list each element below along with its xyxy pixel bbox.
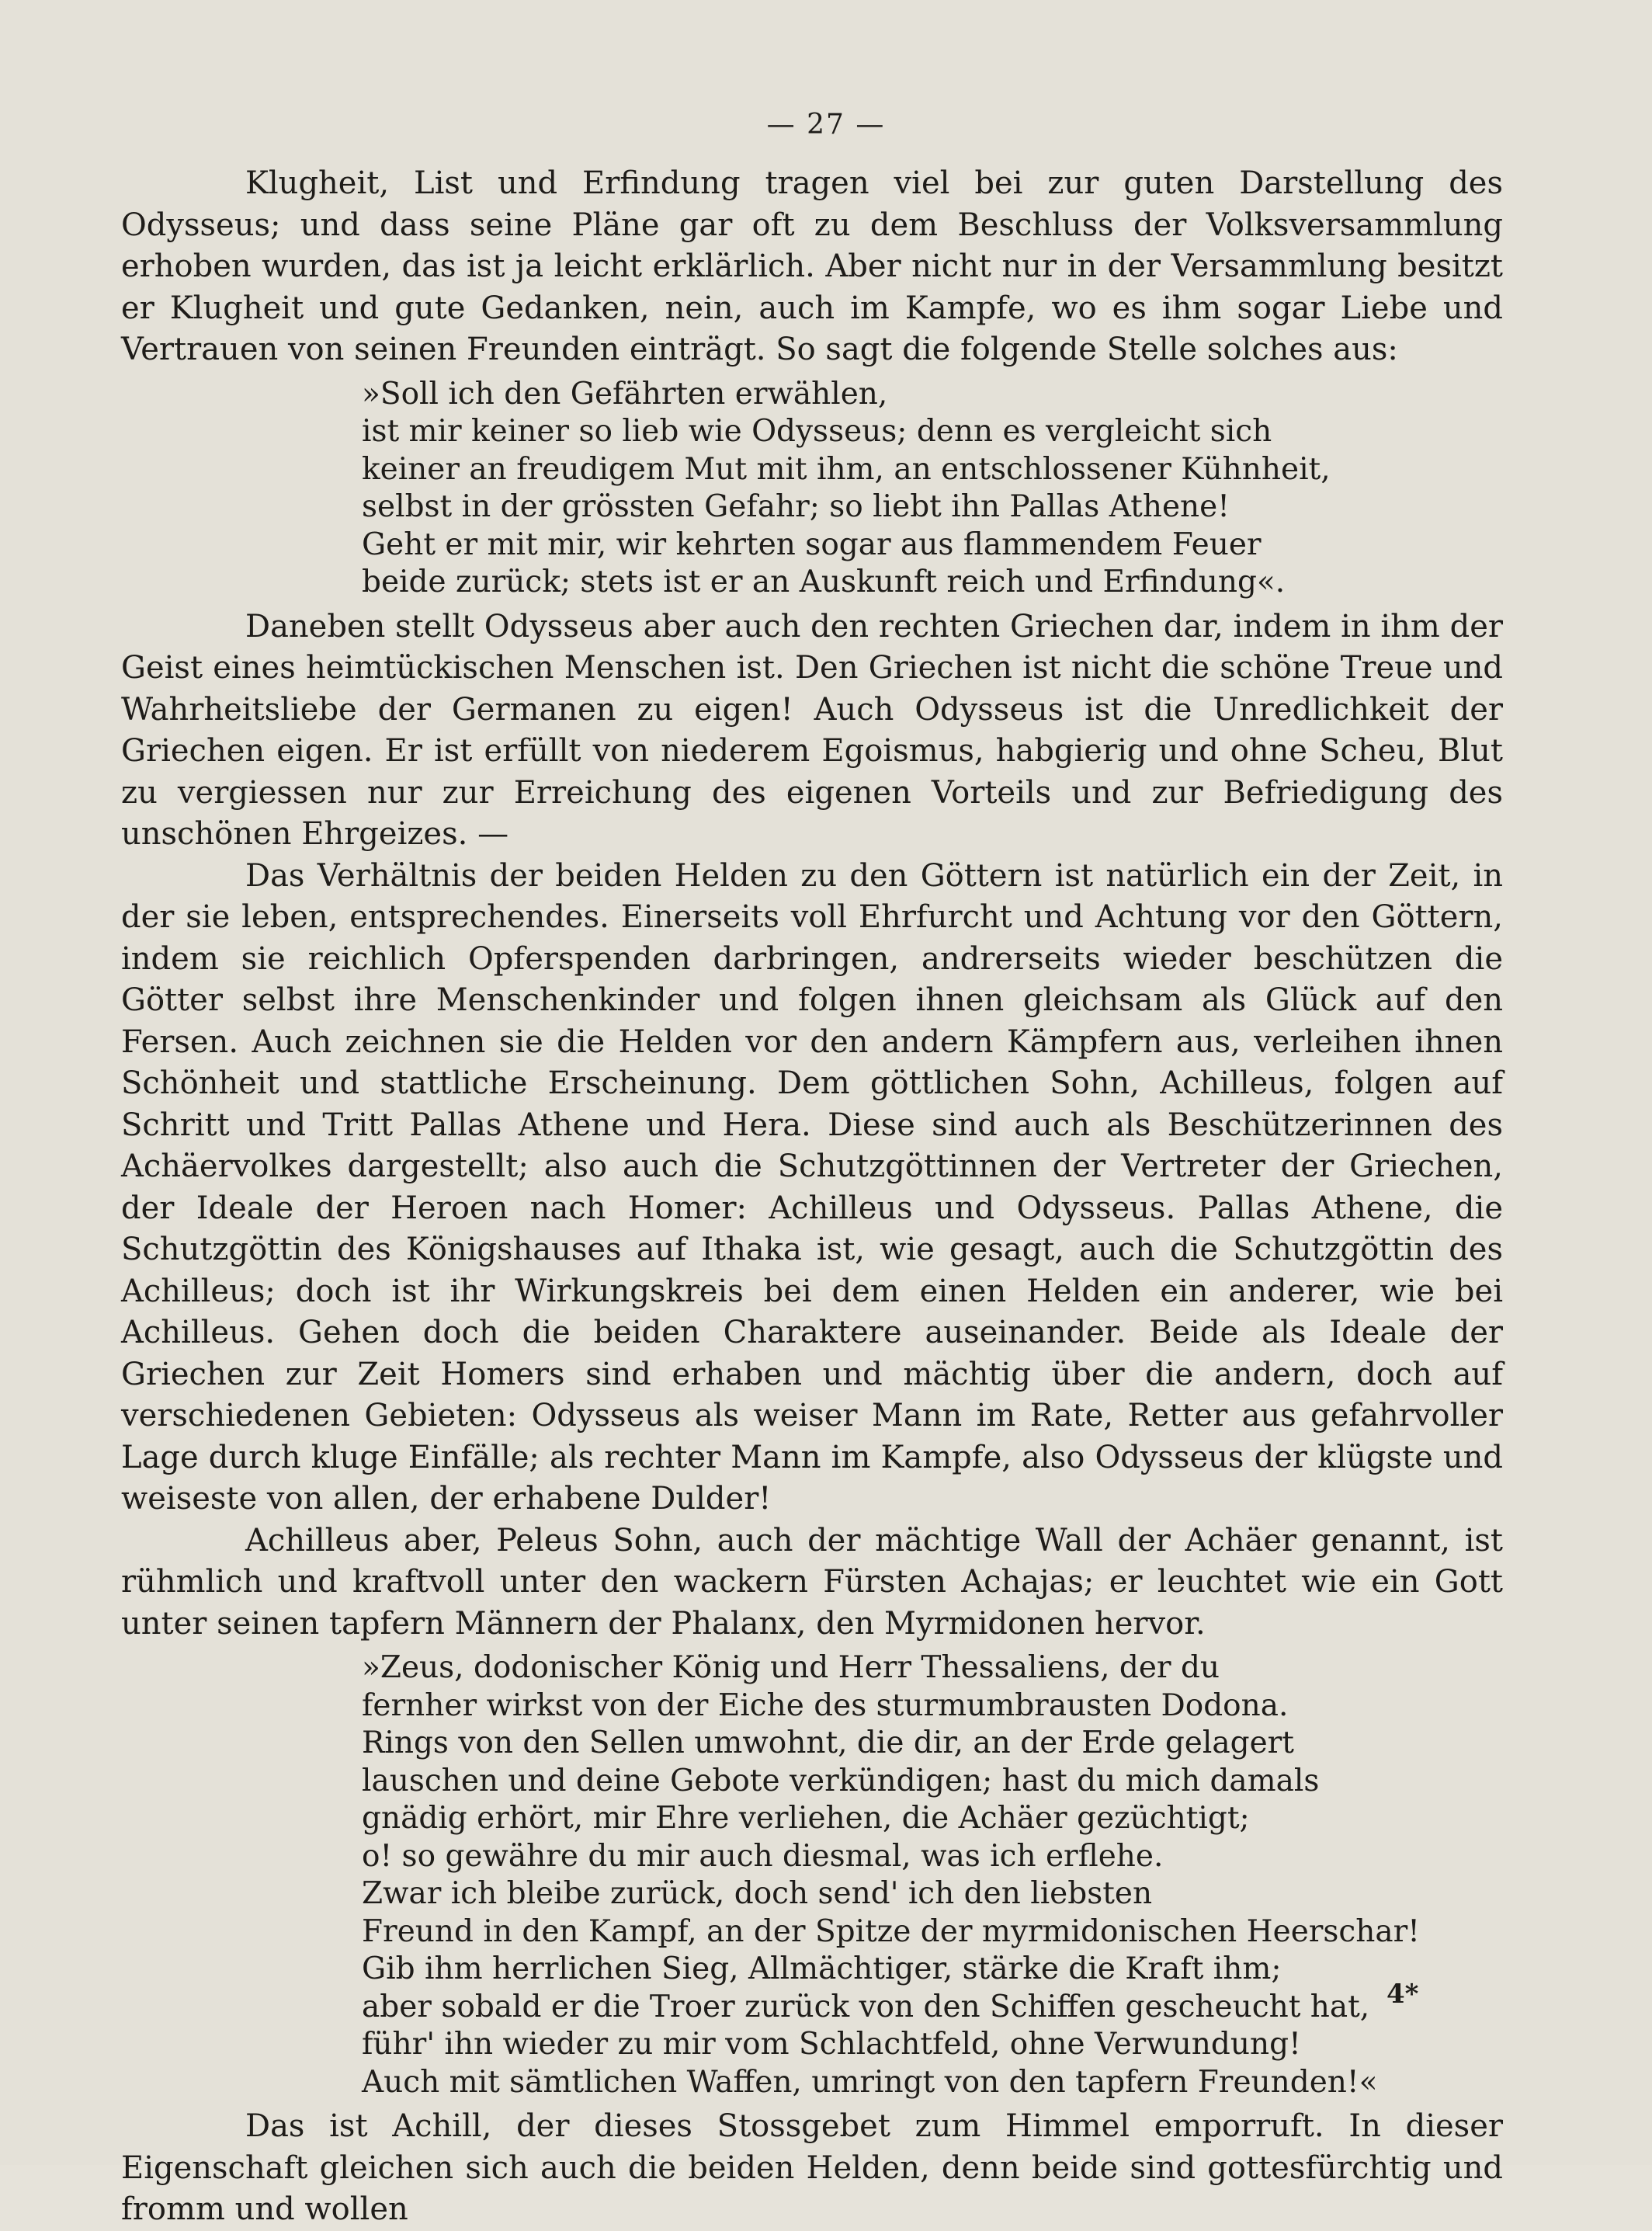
- verse-line: beide zurück; stets ist er an Auskunft reich und Erfindung«.: [362, 565, 1286, 599]
- paragraph-daneben: Daneben stellt Odysseus aber auch den rechten Griechen dar, indem in ihm der Geist eines heimtückischen Menschen ist. Den Griechen ist nicht die schöne Treue und Wahrheitsliebe der Germanen zu eigen! Auch Odysseus ist die Unredlichkeit der Griechen eigen. Er ist erfüllt von niederem Egoismus, habgierig und ohne Scheu, Blut zu vergiessen nur zur Erreichung des eigenen Vorteils und zur Befriedigung des unschönen Ehrgeizes. —: [121, 608, 1503, 852]
- paragraph-verhaeltnis: Das Verhältnis der beiden Helden zu den Göttern ist natürlich ein der Zeit, in der sie leben, entsprechendes. Einerseits voll Ehrfurcht und Achtung vor den Göttern, indem sie reichlich Opferspenden darbringen, andrerseits wieder beschützen die Götter selbst ihre Menschenkinder und folgen ihnen gleichsam als Glück auf den Fersen. Auch zeichnen sie die Helden vor den andern Kämpfern aus, verleihen ihnen Schönheit und stattliche Erscheinung. Dem göttlichen Sohn, Achilleus, folgen auf Schritt und Tritt Pallas Athene und Hera. Diese sind auch als Beschützerinnen des Achäervolkes dargestellt; also auch die Schutzgöttinnen der Vertreter der Griechen, der Ideale der Heroen nach Homer: Achilleus und Odysseus. Pallas Athene, die Schutzgöttin des Königshauses auf Ithaka ist, wie gesagt, auch die Schutzgöttin des Achilleus; doch ist ihr Wirkungskreis bei dem einen Helden ein anderer, wie bei Achilleus. Gehen doch die beiden Charaktere auseinander. Beide als Ideale der Griechen zur Zeit Homers sind erhaben und mächtig über die andern, doch auf verschiedenen Gebieten: Odysseus als weiser Mann im Rate, Retter aus gefahrvoller Lage durch kluge Einfälle; als rechter Mann im Kampfe, also Odysseus der klügste und weiseste von allen, der erhabene Dulder!: [121, 857, 1503, 1517]
- verse-line: keiner an freudigem Mut mit ihm, an entschlossener Kühnheit,: [362, 451, 1331, 487]
- verse-line: Freund in den Kampf, an der Spitze der myrmidonischen Heerschar!: [362, 1913, 1420, 1949]
- verse-line: o! so gewähre du mir auch diesmal, was ich erflehe.: [362, 1838, 1164, 1874]
- verse-line: selbst in der grössten Gefahr; so liebt ihn Pallas Athene!: [362, 489, 1230, 524]
- verse-quote-zeus: [362, 1649, 1503, 2101]
- signature-mark: 4*: [1386, 1979, 1419, 2010]
- verse-line: Gib ihm herrlichen Sieg, Allmächtiger, stärke die Kraft ihm;: [362, 1951, 1282, 1986]
- verse-line: Rings von den Sellen umwohnt, die dir, an der Erde gelagert: [362, 1725, 1294, 1760]
- body-text: [121, 163, 1503, 2231]
- paragraph-achilleus: Achilleus aber, Peleus Sohn, auch der mächtige Wall der Achäer genannt, ist rühmlich und kraftvoll unter den wackern Fürsten Achajas; er leuchtet wie ein Gott unter seinen tapfern Männern der Phalanx, den Myrmidonen hervor.: [121, 1522, 1503, 1642]
- verse-quote-odysseus: [362, 376, 1503, 602]
- verse-line: Auch mit sämtlichen Waffen, umringt von den tapfern Freunden!«: [362, 2064, 1378, 2100]
- page-number: — 27 —: [766, 109, 886, 141]
- verse-line: ist mir keiner so lieb wie Odysseus; denn es vergleicht sich: [362, 414, 1272, 449]
- verse-line: Zwar ich bleibe zurück, doch send' ich den liebsten: [362, 1876, 1153, 1911]
- verse-line: Geht er mit mir, wir kehrten sogar aus flammendem Feuer: [362, 526, 1262, 562]
- verse-line: »Zeus, dodonischer König und Herr Thessaliens, der du: [362, 1650, 1220, 1685]
- verse-line: aber sobald er die Troer zurück von den Schiffen gescheucht hat,: [362, 1989, 1370, 2024]
- verse-line: fernher wirkst von der Eiche des sturmumbrausten Dodona.: [362, 1687, 1289, 1723]
- verse-line: gnädig erhört, mir Ehre verliehen, die Achäer gezüchtigt;: [362, 1801, 1250, 1836]
- paragraph-klugheit: Klugheit, List und Erfindung tragen viel bei zur guten Darstellung des Odysseus; und dass seine Pläne gar oft zu dem Beschluss der Volksversammlung erhoben wurden, das ist ja leicht erklärlich. Aber nicht nur in der Versammlung besitzt er Klugheit und gute Gedanken, nein, auch im Kampfe, wo es ihm sogar Liebe und Vertrauen von seinen Freunden einträgt. So sagt die folgende Stelle solches aus:: [121, 165, 1503, 367]
- verse-line: »Soll ich den Gefährten erwählen,: [362, 376, 888, 412]
- verse-line: führ' ihn wieder zu mir vom Schlachtfeld, ohne Verwundung!: [362, 2027, 1301, 2062]
- verse-line: lauschen und deine Gebote verkündigen; hast du mich damals: [362, 1763, 1320, 1798]
- paragraph-achill-gebet: Das ist Achill, der dieses Stossgebet zum Himmel emporruft. In dieser Eigenschaft gleichen sich auch die beiden Helden, denn beide sind gottesfürchtig und fromm und wollen: [121, 2108, 1503, 2227]
